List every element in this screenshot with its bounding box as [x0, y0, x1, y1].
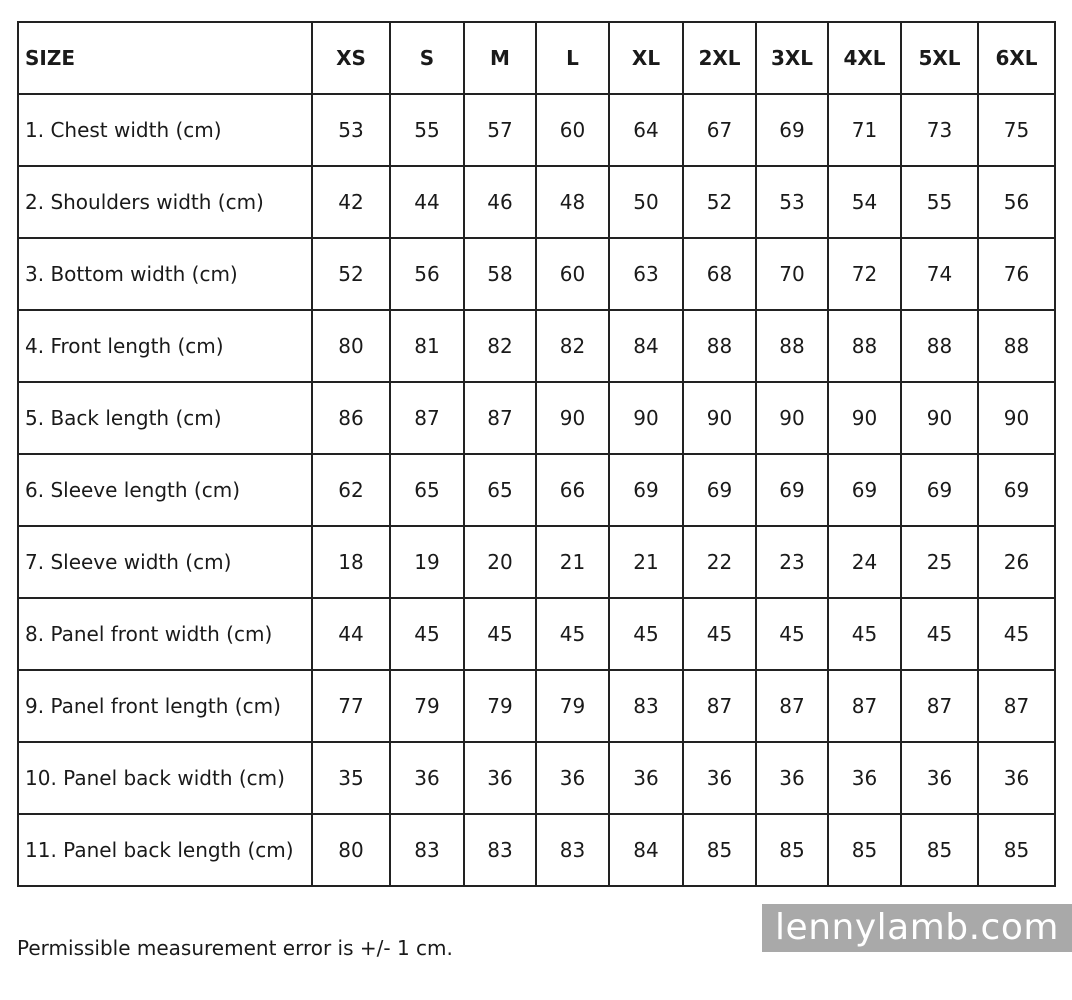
measurement-value: 36 — [464, 742, 536, 814]
measurement-value: 36 — [609, 742, 683, 814]
measurement-value: 80 — [312, 310, 390, 382]
measurement-value: 69 — [756, 454, 828, 526]
measurement-value: 77 — [312, 670, 390, 742]
measurement-value: 72 — [828, 238, 901, 310]
measurement-value: 85 — [978, 814, 1055, 886]
measurement-value: 80 — [312, 814, 390, 886]
measurement-value: 36 — [756, 742, 828, 814]
measurement-label: 8. Panel front width (cm) — [18, 598, 312, 670]
measurement-value: 36 — [978, 742, 1055, 814]
measurement-value: 42 — [312, 166, 390, 238]
measurement-value: 63 — [609, 238, 683, 310]
size-header-m: M — [464, 22, 536, 94]
measurement-value: 85 — [828, 814, 901, 886]
measurement-value: 45 — [536, 598, 609, 670]
measurement-value: 90 — [756, 382, 828, 454]
measurement-value: 90 — [978, 382, 1055, 454]
size-header-xl: XL — [609, 22, 683, 94]
table-row — [18, 598, 1055, 670]
measurement-value: 22 — [683, 526, 756, 598]
measurement-value: 45 — [464, 598, 536, 670]
measurement-label: 4. Front length (cm) — [18, 310, 312, 382]
measurement-value: 52 — [312, 238, 390, 310]
measurement-value: 55 — [901, 166, 978, 238]
measurement-value: 65 — [464, 454, 536, 526]
measurement-value: 36 — [683, 742, 756, 814]
measurement-value: 87 — [756, 670, 828, 742]
measurement-value: 71 — [828, 94, 901, 166]
measurement-value: 25 — [901, 526, 978, 598]
measurement-value: 48 — [536, 166, 609, 238]
measurement-value: 87 — [390, 382, 464, 454]
measurement-value: 45 — [828, 598, 901, 670]
table-row — [18, 166, 1055, 238]
measurement-value: 19 — [390, 526, 464, 598]
measurement-value: 79 — [464, 670, 536, 742]
measurement-label: 9. Panel front length (cm) — [18, 670, 312, 742]
measurement-value: 69 — [828, 454, 901, 526]
size-header-6xl: 6XL — [978, 22, 1055, 94]
table-row — [18, 670, 1055, 742]
measurement-value: 75 — [978, 94, 1055, 166]
measurement-value: 45 — [978, 598, 1055, 670]
measurement-value: 55 — [390, 94, 464, 166]
measurement-value: 83 — [536, 814, 609, 886]
measurement-value: 87 — [683, 670, 756, 742]
measurement-value: 64 — [609, 94, 683, 166]
measurement-value: 79 — [390, 670, 464, 742]
size-header-s: S — [390, 22, 464, 94]
measurement-value: 66 — [536, 454, 609, 526]
measurement-value: 45 — [901, 598, 978, 670]
measurement-value: 87 — [901, 670, 978, 742]
measurement-value: 69 — [683, 454, 756, 526]
size-chart-table — [17, 21, 1056, 887]
measurement-value: 90 — [828, 382, 901, 454]
measurement-value: 81 — [390, 310, 464, 382]
measurement-value: 69 — [756, 94, 828, 166]
measurement-value: 46 — [464, 166, 536, 238]
measurement-value: 18 — [312, 526, 390, 598]
size-header-5xl: 5XL — [901, 22, 978, 94]
measurement-value: 21 — [609, 526, 683, 598]
measurement-value: 36 — [390, 742, 464, 814]
measurement-label: 2. Shoulders width (cm) — [18, 166, 312, 238]
measurement-value: 88 — [828, 310, 901, 382]
measurement-value: 50 — [609, 166, 683, 238]
table-body — [18, 94, 1055, 886]
table-row — [18, 238, 1055, 310]
measurement-value: 36 — [536, 742, 609, 814]
measurement-value: 57 — [464, 94, 536, 166]
watermark-logo: lennylamb.com — [762, 904, 1072, 952]
measurement-label: 6. Sleeve length (cm) — [18, 454, 312, 526]
size-header-l: L — [536, 22, 609, 94]
measurement-value: 65 — [390, 454, 464, 526]
measurement-value: 84 — [609, 814, 683, 886]
measurement-value: 35 — [312, 742, 390, 814]
measurement-error-note: Permissible measurement error is +/- 1 cm. — [17, 936, 453, 960]
measurement-value: 60 — [536, 94, 609, 166]
measurement-value: 90 — [536, 382, 609, 454]
measurement-value: 45 — [609, 598, 683, 670]
measurement-value: 88 — [756, 310, 828, 382]
measurement-value: 56 — [978, 166, 1055, 238]
measurement-value: 86 — [312, 382, 390, 454]
table-row — [18, 814, 1055, 886]
size-header-4xl: 4XL — [828, 22, 901, 94]
measurement-value: 87 — [464, 382, 536, 454]
table-row — [18, 742, 1055, 814]
measurement-value: 45 — [756, 598, 828, 670]
measurement-value: 70 — [756, 238, 828, 310]
measurement-value: 83 — [609, 670, 683, 742]
measurement-value: 85 — [683, 814, 756, 886]
measurement-value: 87 — [978, 670, 1055, 742]
measurement-value: 44 — [390, 166, 464, 238]
measurement-value: 45 — [390, 598, 464, 670]
measurement-value: 79 — [536, 670, 609, 742]
measurement-value: 85 — [756, 814, 828, 886]
measurement-label: 1. Chest width (cm) — [18, 94, 312, 166]
measurement-value: 88 — [683, 310, 756, 382]
size-header-label: SIZE — [18, 22, 312, 94]
table-row — [18, 454, 1055, 526]
measurement-value: 69 — [901, 454, 978, 526]
measurement-value: 36 — [828, 742, 901, 814]
measurement-value: 85 — [901, 814, 978, 886]
measurement-value: 52 — [683, 166, 756, 238]
measurement-label: 7. Sleeve width (cm) — [18, 526, 312, 598]
measurement-label: 10. Panel back width (cm) — [18, 742, 312, 814]
measurement-value: 53 — [312, 94, 390, 166]
measurement-value: 90 — [609, 382, 683, 454]
size-header-xs: XS — [312, 22, 390, 94]
measurement-value: 88 — [901, 310, 978, 382]
measurement-value: 76 — [978, 238, 1055, 310]
measurement-value: 67 — [683, 94, 756, 166]
measurement-value: 69 — [609, 454, 683, 526]
measurement-value: 36 — [901, 742, 978, 814]
measurement-value: 44 — [312, 598, 390, 670]
measurement-value: 73 — [901, 94, 978, 166]
measurement-value: 26 — [978, 526, 1055, 598]
measurement-value: 84 — [609, 310, 683, 382]
measurement-value: 56 — [390, 238, 464, 310]
measurement-value: 45 — [683, 598, 756, 670]
measurement-value: 24 — [828, 526, 901, 598]
measurement-value: 82 — [464, 310, 536, 382]
table-row — [18, 94, 1055, 166]
measurement-value: 58 — [464, 238, 536, 310]
measurement-value: 20 — [464, 526, 536, 598]
table-row — [18, 310, 1055, 382]
measurement-value: 82 — [536, 310, 609, 382]
measurement-value: 23 — [756, 526, 828, 598]
measurement-value: 83 — [390, 814, 464, 886]
measurement-label: 3. Bottom width (cm) — [18, 238, 312, 310]
header-row — [18, 22, 1055, 94]
measurement-value: 62 — [312, 454, 390, 526]
measurement-value: 83 — [464, 814, 536, 886]
measurement-value: 74 — [901, 238, 978, 310]
measurement-value: 90 — [901, 382, 978, 454]
measurement-value: 60 — [536, 238, 609, 310]
measurement-value: 68 — [683, 238, 756, 310]
size-header-2xl: 2XL — [683, 22, 756, 94]
measurement-value: 53 — [756, 166, 828, 238]
measurement-value: 88 — [978, 310, 1055, 382]
measurement-value: 90 — [683, 382, 756, 454]
table-row — [18, 526, 1055, 598]
measurement-label: 5. Back length (cm) — [18, 382, 312, 454]
measurement-value: 54 — [828, 166, 901, 238]
measurement-value: 21 — [536, 526, 609, 598]
table-header — [18, 22, 1055, 94]
size-header-3xl: 3XL — [756, 22, 828, 94]
measurement-value: 69 — [978, 454, 1055, 526]
table-row — [18, 382, 1055, 454]
measurement-label: 11. Panel back length (cm) — [18, 814, 312, 886]
measurement-value: 87 — [828, 670, 901, 742]
